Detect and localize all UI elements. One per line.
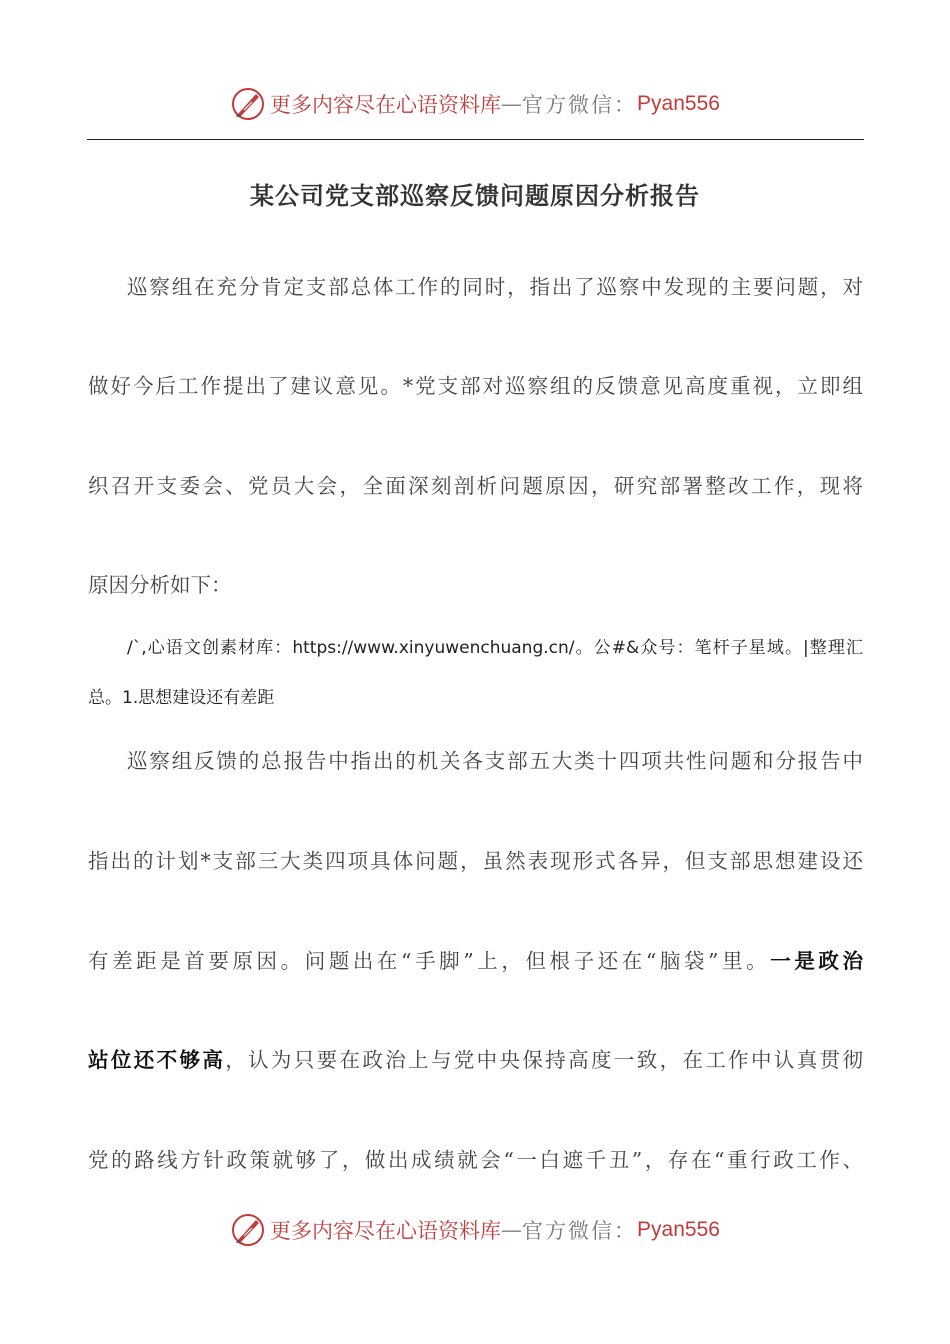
- footer-banner: [0, 1210, 950, 1250]
- para1-line-2: 做好今后工作提出了建议意见。*党支部对巡察组的反馈意见高度重视，立即组: [88, 374, 863, 398]
- banner-wechat-id: Pyan556: [637, 92, 720, 115]
- para2-line-3-text: 有差距是首要原因。问题出在“手脚”上，但根子还在“脑袋”里。: [88, 949, 771, 973]
- quill-logo-icon: [230, 1212, 266, 1248]
- document-title: 某公司党支部巡察反馈问题原因分析报告: [250, 181, 700, 210]
- point-one-label-cont: 站位还不够高: [88, 1048, 226, 1072]
- banner-label: 官方微信：: [522, 93, 638, 117]
- banner-brand: 更多内容尽在心语资料库: [270, 93, 502, 117]
- para1-line-4: 原因分析如下：: [88, 573, 232, 597]
- footer-brand: 更多内容尽在心语资料库: [270, 1219, 502, 1243]
- quill-logo-icon: [230, 86, 266, 122]
- para2-line-4: [88, 1045, 863, 1075]
- header-rule: [87, 139, 864, 140]
- para2-line-4-text: ，认为只要在政治上与党中央保持高度一致，在工作中认真贯彻: [225, 1048, 864, 1072]
- point-one-label: 一是政治: [770, 949, 863, 973]
- para2-line-5: 党的路线方针政策就够了，做出成绩就会“一白遮千丑”，存在“重行政工作、: [88, 1148, 863, 1172]
- para1-line-3: 织召开支委会、党员大会，全面深刻剖析问题原因，研究部署整改工作，现将: [88, 474, 863, 498]
- para2-line-2: 指出的计划*支部三大类四项具体问题，虽然表现形式各异，但支部思想建设还: [88, 849, 863, 873]
- notice-line-1: /`,心语文创素材库：https://www.xinyuwenchuang.cn/。公#&众号：笔杆子星域。|整理汇: [127, 638, 863, 658]
- footer-label: 官方微信：: [522, 1219, 638, 1243]
- banner-dash: —: [501, 92, 523, 116]
- footer-dash: —: [501, 1218, 523, 1242]
- para2-line-3: [88, 946, 863, 976]
- section-heading: 总。1.思想建设还有差距: [88, 688, 275, 708]
- para1-line-1: 巡察组在充分肯定支部总体工作的同时，指出了巡察中发现的主要问题，对: [127, 275, 863, 299]
- footer-wechat-id: Pyan556: [637, 1218, 720, 1241]
- para2-line-1: 巡察组反馈的总报告中指出的机关各支部五大类十四项共性问题和分报告中: [127, 749, 863, 773]
- header-banner: [0, 84, 950, 124]
